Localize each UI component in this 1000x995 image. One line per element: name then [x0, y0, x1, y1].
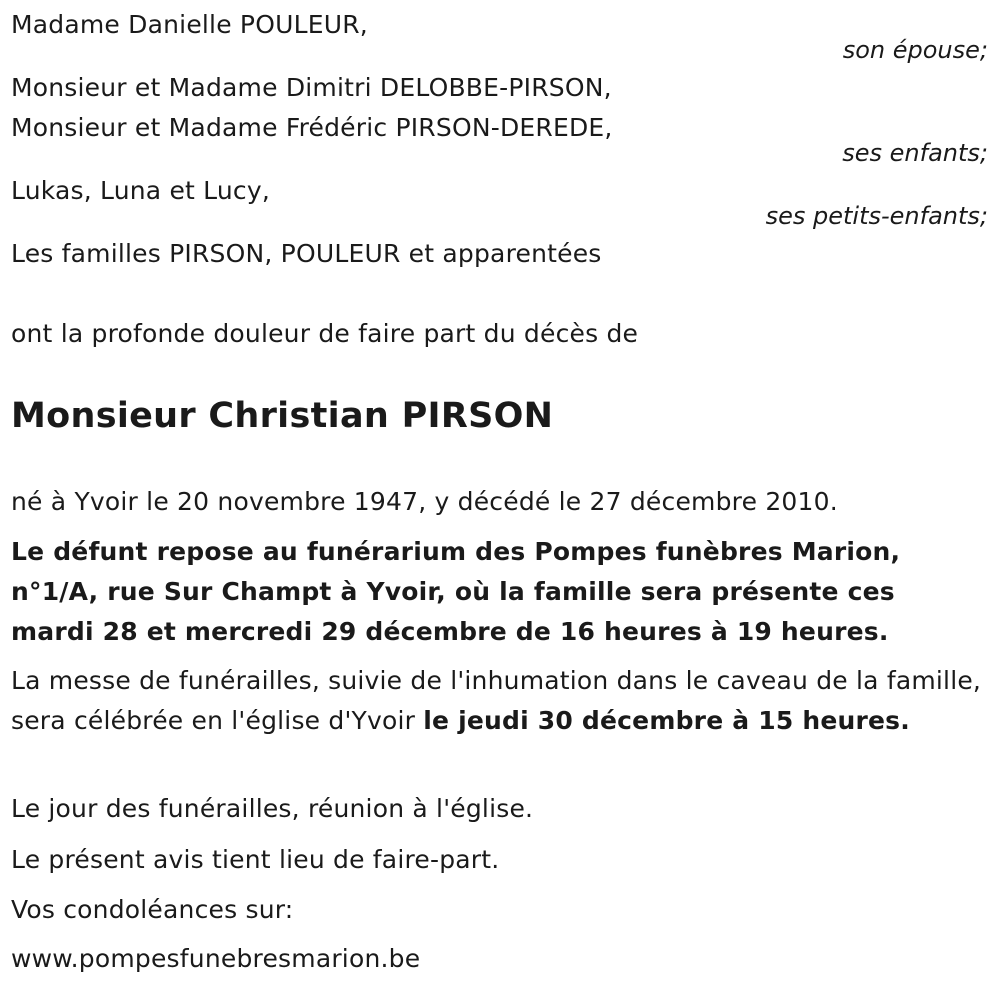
family-child-2: Monsieur et Madame Frédéric PIRSON-DEREDE, [11, 113, 613, 142]
funeral-info [11, 661, 986, 741]
birth-death-info: né à Yvoir le 20 novembre 1947, y décédé le 27 décembre 2010. [11, 487, 838, 516]
viewing-info: Le défunt repose au funérarium des Pompes funèbres Marion, n°1/A, rue Sur Champt à Yvoir, où la famille sera présente ces mardi 28 et mercredi 29 décembre de 16 heures à 19 heures. [11, 537, 901, 646]
notice-text: Le présent avis tient lieu de faire-part. [11, 845, 500, 874]
condolences-label: Vos condoléances sur: [11, 895, 294, 924]
role-children: ses enfants; [842, 139, 988, 167]
announcement-text: ont la profonde douleur de faire part du décès de [11, 319, 639, 348]
family-spouse-name: Madame Danielle POULEUR, [11, 10, 368, 39]
funeral-date: le jeudi 30 décembre à 15 heures. [423, 706, 910, 735]
funeral-text: La messe de funérailles, suivie de l'inhumation dans le caveau de la famille, sera célébrée en l'église d'Yvoir [11, 666, 982, 735]
family-grandchildren: Lukas, Luna et Lucy, [11, 176, 271, 205]
role-spouse: son épouse; [842, 36, 988, 64]
role-grandchildren: ses petits-enfants; [765, 202, 988, 230]
family-child-1: Monsieur et Madame Dimitri DELOBBE-PIRSON, [11, 73, 612, 102]
family-relatives: Les familles PIRSON, POULEUR et apparentées [11, 239, 602, 268]
meeting-info: Le jour des funérailles, réunion à l'église. [11, 794, 534, 823]
deceased-name: Monsieur Christian PIRSON [11, 396, 554, 436]
website-link[interactable]: www.pompesfunebresmarion.be [11, 944, 421, 973]
